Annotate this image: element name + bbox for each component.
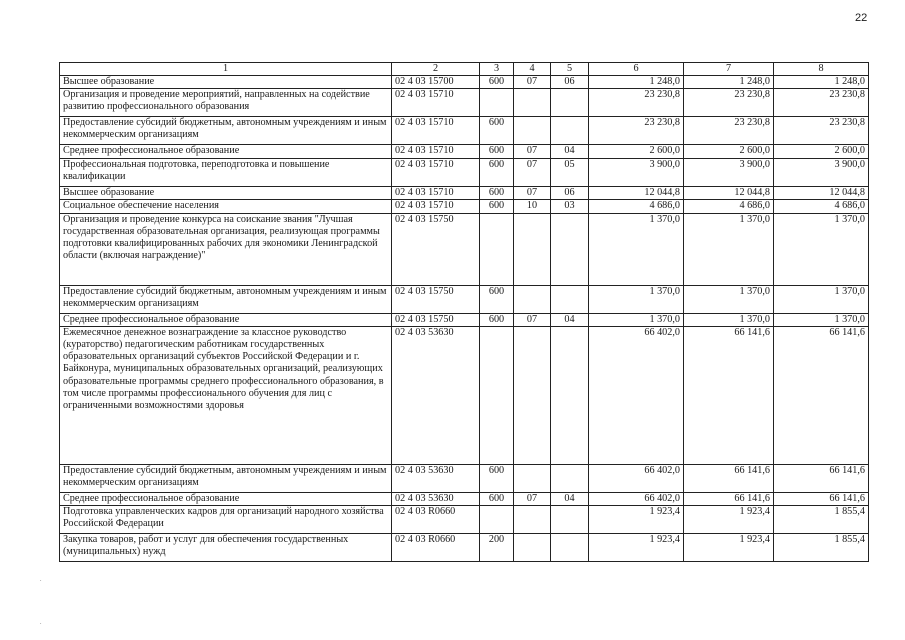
row-col5 [551, 534, 589, 562]
row-col4 [514, 464, 551, 492]
row-amount-8: 1 370,0 [774, 313, 869, 326]
row-amount-8: 2 600,0 [774, 145, 869, 159]
row-col3: 600 [480, 159, 514, 187]
row-amount-7: 1 923,4 [684, 506, 774, 534]
header-cell: 3 [480, 63, 514, 76]
scan-speck: . [40, 577, 42, 583]
row-col5: 04 [551, 313, 589, 326]
scan-speck: . [40, 620, 42, 626]
table-row [60, 285, 869, 313]
row-code: 02 4 03 53630 [392, 492, 480, 505]
row-code: 02 4 03 53630 [392, 464, 480, 492]
row-col3: 600 [480, 117, 514, 145]
row-amount-7: 12 044,8 [684, 187, 774, 200]
row-amount-7: 66 141,6 [684, 326, 774, 464]
row-amount-7: 66 141,6 [684, 464, 774, 492]
row-amount-8: 1 855,4 [774, 534, 869, 562]
row-col4: 07 [514, 145, 551, 159]
row-code: 02 4 03 15750 [392, 313, 480, 326]
row-amount-8: 23 230,8 [774, 117, 869, 145]
row-col5 [551, 506, 589, 534]
table-header-row [60, 63, 869, 76]
row-code: 02 4 03 15710 [392, 145, 480, 159]
row-col3: 200 [480, 534, 514, 562]
row-amount-6: 23 230,8 [589, 117, 684, 145]
row-amount-6: 1 248,0 [589, 76, 684, 89]
row-col5: 06 [551, 187, 589, 200]
row-col3: 600 [480, 187, 514, 200]
row-col3: 600 [480, 76, 514, 89]
row-amount-6: 3 900,0 [589, 159, 684, 187]
row-col3 [480, 326, 514, 464]
row-amount-7: 1 370,0 [684, 213, 774, 285]
row-name: Высшее образование [60, 76, 392, 89]
row-col4 [514, 285, 551, 313]
row-col3: 600 [480, 313, 514, 326]
table-row [60, 117, 869, 145]
header-cell: 7 [684, 63, 774, 76]
row-col3 [480, 506, 514, 534]
row-code: 02 4 03 15750 [392, 285, 480, 313]
row-amount-6: 1 370,0 [589, 285, 684, 313]
row-col4: 07 [514, 187, 551, 200]
row-code: 02 4 03 15710 [392, 200, 480, 213]
row-amount-6: 23 230,8 [589, 89, 684, 117]
row-name: Закупка товаров, работ и услуг для обеспечения государственных (муниципальных) нужд [60, 534, 392, 562]
row-amount-8: 23 230,8 [774, 89, 869, 117]
row-amount-6: 1 923,4 [589, 534, 684, 562]
row-amount-7: 3 900,0 [684, 159, 774, 187]
row-col5: 06 [551, 76, 589, 89]
row-code: 02 4 03 15710 [392, 89, 480, 117]
header-cell: 4 [514, 63, 551, 76]
row-col3: 600 [480, 492, 514, 505]
row-col5 [551, 89, 589, 117]
table-row [60, 159, 869, 187]
table-row [60, 145, 869, 159]
row-code: 02 4 03 15710 [392, 117, 480, 145]
row-amount-7: 2 600,0 [684, 145, 774, 159]
row-amount-7: 23 230,8 [684, 117, 774, 145]
row-col3 [480, 213, 514, 285]
row-col5 [551, 285, 589, 313]
table-row [60, 326, 869, 464]
row-amount-8: 4 686,0 [774, 200, 869, 213]
row-name: Социальное обеспечение населения [60, 200, 392, 213]
row-amount-6: 1 370,0 [589, 313, 684, 326]
row-name: Предоставление субсидий бюджетным, автономным учреждениям и иным некоммерческим организациям [60, 117, 392, 145]
row-name: Среднее профессиональное образование [60, 492, 392, 505]
row-code: 02 4 03 R0660 [392, 506, 480, 534]
row-amount-7: 23 230,8 [684, 89, 774, 117]
row-name: Предоставление субсидий бюджетным, автономным учреждениям и иным некоммерческим организациям [60, 285, 392, 313]
row-col5: 04 [551, 492, 589, 505]
row-name: Среднее профессиональное образование [60, 145, 392, 159]
table-row [60, 89, 869, 117]
row-amount-8: 3 900,0 [774, 159, 869, 187]
row-code: 02 4 03 R0660 [392, 534, 480, 562]
row-amount-6: 66 402,0 [589, 492, 684, 505]
row-amount-7: 1 370,0 [684, 285, 774, 313]
row-amount-8: 66 141,6 [774, 326, 869, 464]
table-row [60, 464, 869, 492]
row-amount-8: 66 141,6 [774, 464, 869, 492]
row-col4 [514, 89, 551, 117]
row-col5 [551, 464, 589, 492]
row-amount-6: 12 044,8 [589, 187, 684, 200]
row-amount-6: 1 370,0 [589, 213, 684, 285]
row-col5 [551, 213, 589, 285]
row-name: Предоставление субсидий бюджетным, автономным учреждениям и иным некоммерческим организациям [60, 464, 392, 492]
row-code: 02 4 03 15700 [392, 76, 480, 89]
row-name: Ежемесячное денежное вознаграждение за классное руководство (кураторство) педагогическим работникам государственных образовательных организаций субъектов Российской Федерации и г. Байконура, муниципальных образовательных организаций, реализующих образовательные программы среднего профессионального образования, в том числе программы профессионального обучения для лиц с ограниченными возможностями здоровья [60, 326, 392, 464]
row-amount-8: 1 248,0 [774, 76, 869, 89]
row-code: 02 4 03 15710 [392, 159, 480, 187]
row-amount-6: 2 600,0 [589, 145, 684, 159]
table-row [60, 200, 869, 213]
table-row [60, 492, 869, 505]
row-name: Организация и проведение конкурса на соискание звания "Лучшая государственная образовательная организация, реализующая программы подготовки квалифицированных рабочих для экономики Ленинградской области (включая награждение)" [60, 213, 392, 285]
row-amount-8: 12 044,8 [774, 187, 869, 200]
row-col3: 600 [480, 285, 514, 313]
row-col5: 03 [551, 200, 589, 213]
row-amount-7: 4 686,0 [684, 200, 774, 213]
row-name: Высшее образование [60, 187, 392, 200]
row-col4: 10 [514, 200, 551, 213]
table-row [60, 534, 869, 562]
header-cell: 1 [60, 63, 392, 76]
row-amount-8: 1 370,0 [774, 213, 869, 285]
row-code: 02 4 03 15710 [392, 187, 480, 200]
header-cell: 6 [589, 63, 684, 76]
row-name: Профессиональная подготовка, переподготовка и повышение квалификации [60, 159, 392, 187]
row-name: Среднее профессиональное образование [60, 313, 392, 326]
row-col3: 600 [480, 200, 514, 213]
row-col3: 600 [480, 145, 514, 159]
row-name: Организация и проведение мероприятий, направленных на содействие развитию профессионального образования [60, 89, 392, 117]
row-name: Подготовка управленческих кадров для организаций народного хозяйства Российской Федерации [60, 506, 392, 534]
page-number: 22 [855, 12, 868, 24]
row-amount-6: 1 923,4 [589, 506, 684, 534]
row-col4: 07 [514, 159, 551, 187]
row-col5: 04 [551, 145, 589, 159]
row-col4: 07 [514, 313, 551, 326]
row-col4: 07 [514, 492, 551, 505]
row-col4: 07 [514, 76, 551, 89]
row-col4 [514, 213, 551, 285]
row-col4 [514, 506, 551, 534]
table-row [60, 213, 869, 285]
header-cell: 5 [551, 63, 589, 76]
table-row [60, 76, 869, 89]
row-amount-7: 66 141,6 [684, 492, 774, 505]
row-amount-6: 4 686,0 [589, 200, 684, 213]
row-amount-7: 1 370,0 [684, 313, 774, 326]
row-amount-6: 66 402,0 [589, 464, 684, 492]
row-col3 [480, 89, 514, 117]
row-col4 [514, 534, 551, 562]
row-amount-7: 1 923,4 [684, 534, 774, 562]
table-row [60, 313, 869, 326]
row-col5: 05 [551, 159, 589, 187]
row-col3: 600 [480, 464, 514, 492]
row-amount-7: 1 248,0 [684, 76, 774, 89]
row-col4 [514, 117, 551, 145]
row-code: 02 4 03 15750 [392, 213, 480, 285]
row-col5 [551, 117, 589, 145]
row-col5 [551, 326, 589, 464]
row-code: 02 4 03 53630 [392, 326, 480, 464]
header-cell: 2 [392, 63, 480, 76]
table-row [60, 506, 869, 534]
row-amount-8: 1 855,4 [774, 506, 869, 534]
row-amount-8: 66 141,6 [774, 492, 869, 505]
row-amount-6: 66 402,0 [589, 326, 684, 464]
row-col4 [514, 326, 551, 464]
row-amount-8: 1 370,0 [774, 285, 869, 313]
table-row [60, 187, 869, 200]
budget-table [59, 62, 869, 562]
header-cell: 8 [774, 63, 869, 76]
